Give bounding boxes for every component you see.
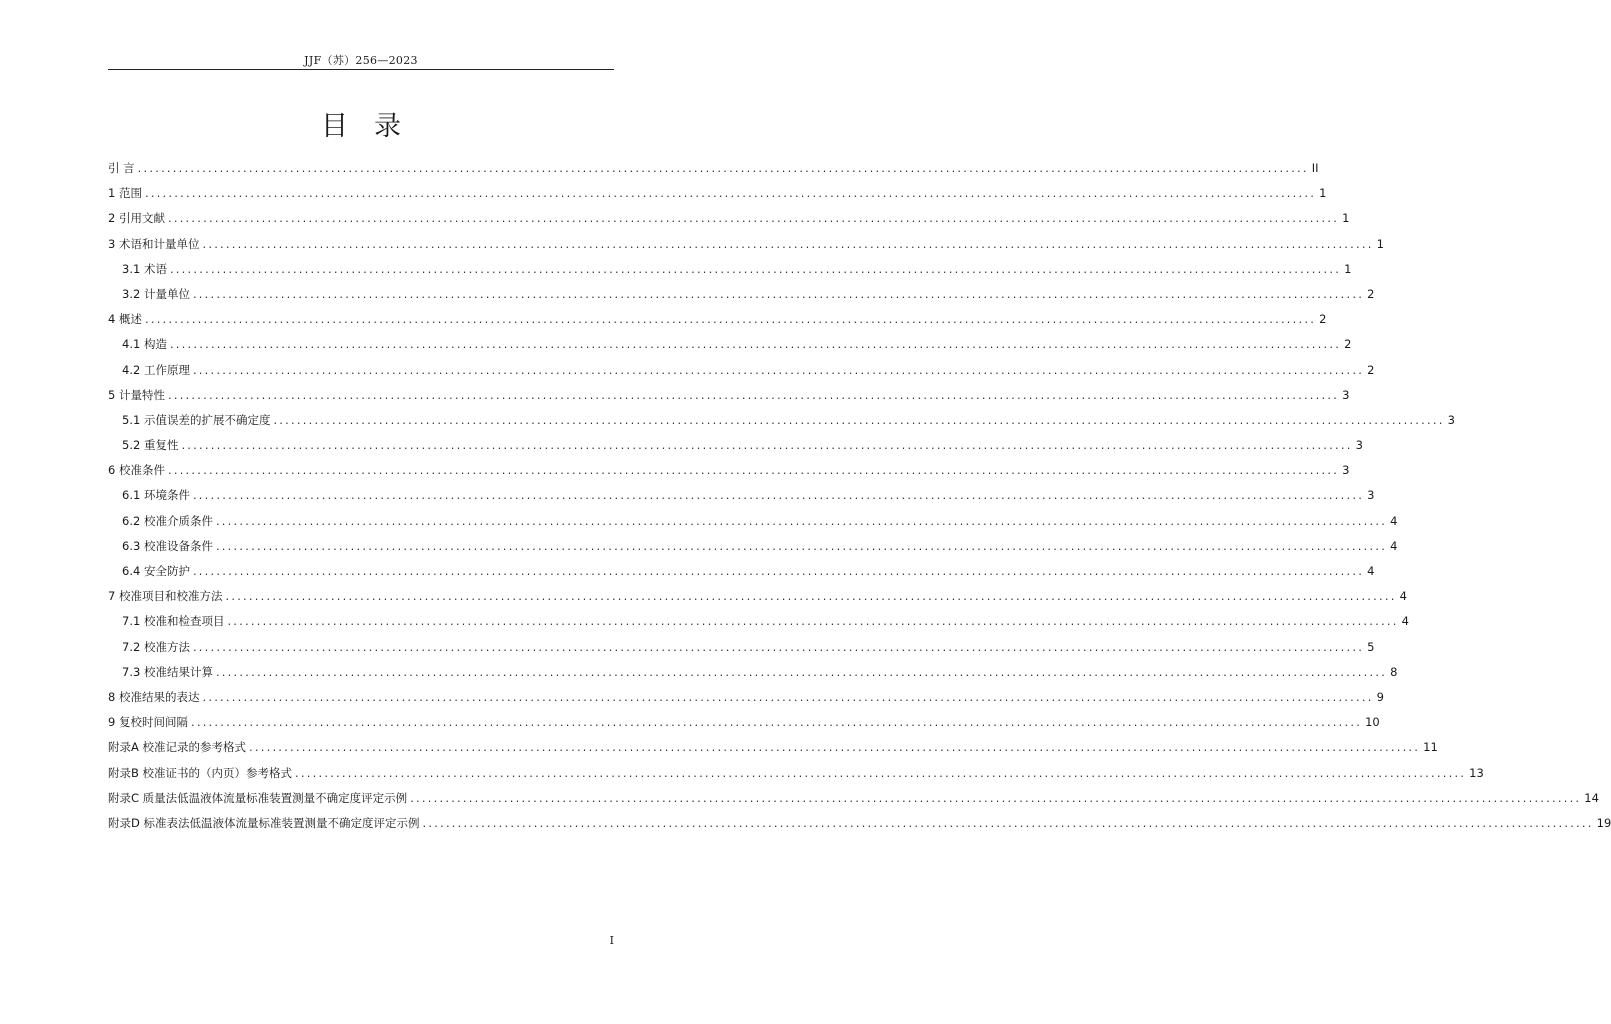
toc-entry-label: 附录C 质量法低温液体流量标准装置测量不确定度评定示例 xyxy=(108,790,408,805)
toc-entry-page: 4 xyxy=(1399,589,1407,604)
toc-entry[interactable] xyxy=(108,307,1327,332)
toc-entry-label: 附录B 校准证书的（内页）参考格式 xyxy=(108,765,293,780)
toc-dot-leader: ........................................................................................................................................................................................................ xyxy=(227,614,1399,629)
toc-entry-page: 3 xyxy=(1342,387,1350,402)
toc-entry-label: 7.3 校准结果计算 xyxy=(122,664,213,679)
toc-entry-page: 3 xyxy=(1355,438,1363,453)
toc-entry-label: 4.1 构造 xyxy=(122,337,167,352)
toc-entry-page: 9 xyxy=(1376,689,1384,704)
toc-entry[interactable] xyxy=(108,584,1407,609)
toc-entry-page: 2 xyxy=(1344,337,1352,352)
toc-dot-leader: ........................................................................................................................................................................................................ xyxy=(190,715,1363,730)
toc-dot-leader: ........................................................................................................................................................................................................ xyxy=(167,463,1340,478)
toc-entry-label: 引 言 xyxy=(108,161,135,175)
toc-entry[interactable] xyxy=(108,232,1384,257)
table-of-contents xyxy=(108,156,1611,836)
toc-dot-leader: ........................................................................................................................................................................................................ xyxy=(167,387,1340,402)
toc-entry-page: 19 xyxy=(1596,815,1611,830)
toc-entry-page: 11 xyxy=(1423,740,1438,755)
toc-dot-leader: ........................................................................................................................................................................................................ xyxy=(215,664,1388,679)
toc-entry-page: 4 xyxy=(1390,513,1398,528)
toc-entry-label: 3.2 计量单位 xyxy=(122,286,190,301)
toc-entry[interactable] xyxy=(108,433,1363,458)
toc-entry[interactable] xyxy=(108,332,1352,357)
header-divider xyxy=(108,69,614,70)
toc-entry-page: 8 xyxy=(1390,664,1398,679)
toc-entry-page: 5 xyxy=(1367,639,1375,654)
toc-entry-label: 1 范围 xyxy=(108,186,142,201)
toc-entry[interactable] xyxy=(108,761,1484,786)
toc-entry[interactable] xyxy=(108,509,1398,534)
toc-entry-page: 3 xyxy=(1367,488,1375,503)
toc-dot-leader: ........................................................................................................................................................................................................ xyxy=(202,236,1374,251)
toc-entry-label: 7.1 校准和检查项目 xyxy=(122,614,225,629)
toc-entry[interactable] xyxy=(108,458,1350,483)
toc-dot-leader: ........................................................................................................................................................................................................ xyxy=(144,312,1317,327)
toc-entry-page: 1 xyxy=(1319,186,1327,201)
toc-dot-leader: ........................................................................................................................................................................................................ xyxy=(192,564,1365,578)
toc-dot-leader: ........................................................................................................................................................................................................ xyxy=(192,286,1365,301)
toc-entry-label: 6.4 安全防护 xyxy=(122,564,190,578)
toc-entry-page: 2 xyxy=(1367,286,1375,301)
toc-entry[interactable] xyxy=(108,635,1375,660)
toc-entry[interactable] xyxy=(108,206,1350,231)
toc-entry-label: 4 概述 xyxy=(108,312,142,327)
page-number: I xyxy=(609,934,614,947)
toc-entry-label: 3 术语和计量单位 xyxy=(108,236,200,251)
toc-entry[interactable] xyxy=(108,710,1380,735)
toc-entry-label: 6.3 校准设备条件 xyxy=(122,538,213,553)
toc-dot-leader: ........................................................................................................................................................................................................ xyxy=(215,538,1388,553)
toc-entry-page: 4 xyxy=(1367,564,1375,578)
toc-dot-leader: ........................................................................................................................................................................................................ xyxy=(422,815,1594,830)
toc-dot-leader: ........................................................................................................................................................................................................ xyxy=(225,589,1397,604)
toc-entry-page: 4 xyxy=(1390,538,1398,553)
toc-entry-label: 8 校准结果的表达 xyxy=(108,689,200,704)
toc-entry-label: 9 复校时间间隔 xyxy=(108,715,188,730)
toc-dot-leader: ........................................................................................................................................................................................................ xyxy=(192,639,1365,654)
toc-dot-leader: ........................................................................................................................................................................................................ xyxy=(181,438,1353,453)
toc-entry-label: 3.1 术语 xyxy=(122,261,167,276)
toc-entry[interactable] xyxy=(108,257,1352,282)
toc-entry-label: 2 引用文献 xyxy=(108,211,165,226)
toc-entry-label: 7 校准项目和校准方法 xyxy=(108,589,223,604)
toc-entry-label: 6.2 校准介质条件 xyxy=(122,513,213,528)
toc-entry[interactable] xyxy=(108,181,1327,206)
toc-entry[interactable] xyxy=(108,358,1375,383)
toc-entry[interactable] xyxy=(108,156,1319,181)
toc-dot-leader: ........................................................................................................................................................................................................ xyxy=(192,362,1365,377)
toc-entry-page: 14 xyxy=(1584,790,1599,805)
toc-entry-page: 2 xyxy=(1319,312,1327,327)
toc-dot-leader: ........................................................................................................................................................................................................ xyxy=(295,765,1467,780)
toc-entry-page: II xyxy=(1311,161,1319,175)
toc-entry[interactable] xyxy=(108,408,1455,433)
page-title: 目录 xyxy=(321,111,427,142)
toc-dot-leader: ........................................................................................................................................................................................................ xyxy=(144,186,1317,201)
toc-dot-leader: ........................................................................................................................................................................................................ xyxy=(202,689,1374,704)
toc-entry[interactable] xyxy=(108,483,1375,508)
toc-dot-leader: ........................................................................................................................................................................................................ xyxy=(169,337,1342,352)
toc-entry-page: 1 xyxy=(1344,261,1352,276)
toc-dot-leader: ........................................................................................................................................................................................................ xyxy=(215,513,1388,528)
toc-entry[interactable] xyxy=(108,534,1398,559)
document-header-code: JJF（苏）256—2023 xyxy=(304,54,418,67)
toc-entry-page: 4 xyxy=(1401,614,1409,629)
toc-dot-leader: ........................................................................................................................................................................................................ xyxy=(137,161,1309,175)
toc-entry-page: 10 xyxy=(1365,715,1380,730)
toc-entry[interactable] xyxy=(108,383,1350,408)
toc-entry-label: 附录D 标准表法低温液体流量标准装置测量不确定度评定示例 xyxy=(108,815,420,830)
toc-entry[interactable] xyxy=(108,735,1438,760)
toc-entry-page: 13 xyxy=(1469,765,1484,780)
toc-entry-page: 3 xyxy=(1342,463,1350,478)
toc-dot-leader: ........................................................................................................................................................................................................ xyxy=(249,740,1421,755)
toc-entry[interactable] xyxy=(108,685,1384,710)
toc-entry[interactable] xyxy=(108,660,1398,685)
toc-entry[interactable] xyxy=(108,609,1409,634)
toc-entry-page: 2 xyxy=(1367,362,1375,377)
toc-dot-leader: ........................................................................................................................................................................................................ xyxy=(169,261,1342,276)
toc-entry[interactable] xyxy=(108,786,1599,811)
toc-entry-label: 5.2 重复性 xyxy=(122,438,179,453)
toc-dot-leader: ........................................................................................................................................................................................................ xyxy=(273,412,1445,427)
toc-entry-page: 3 xyxy=(1447,412,1455,427)
toc-dot-leader: ........................................................................................................................................................................................................ xyxy=(167,211,1340,226)
toc-entry-label: 4.2 工作原理 xyxy=(122,362,190,377)
toc-dot-leader: ........................................................................................................................................................................................................ xyxy=(410,790,1582,805)
toc-entry-label: 5 计量特性 xyxy=(108,387,165,402)
toc-entry-label: 6.1 环境条件 xyxy=(122,488,190,503)
toc-entry-label: 7.2 校准方法 xyxy=(122,639,190,654)
toc-entry-label: 附录A 校准记录的参考格式 xyxy=(108,740,247,755)
toc-entry-label: 6 校准条件 xyxy=(108,463,165,478)
toc-entry[interactable] xyxy=(108,282,1375,307)
toc-entry-label: 5.1 示值误差的扩展不确定度 xyxy=(122,412,271,427)
toc-entry[interactable] xyxy=(108,559,1375,584)
toc-entry[interactable] xyxy=(108,811,1611,836)
toc-entry-page: 1 xyxy=(1376,236,1384,251)
toc-entry-page: 1 xyxy=(1342,211,1350,226)
toc-dot-leader: ........................................................................................................................................................................................................ xyxy=(192,488,1365,503)
